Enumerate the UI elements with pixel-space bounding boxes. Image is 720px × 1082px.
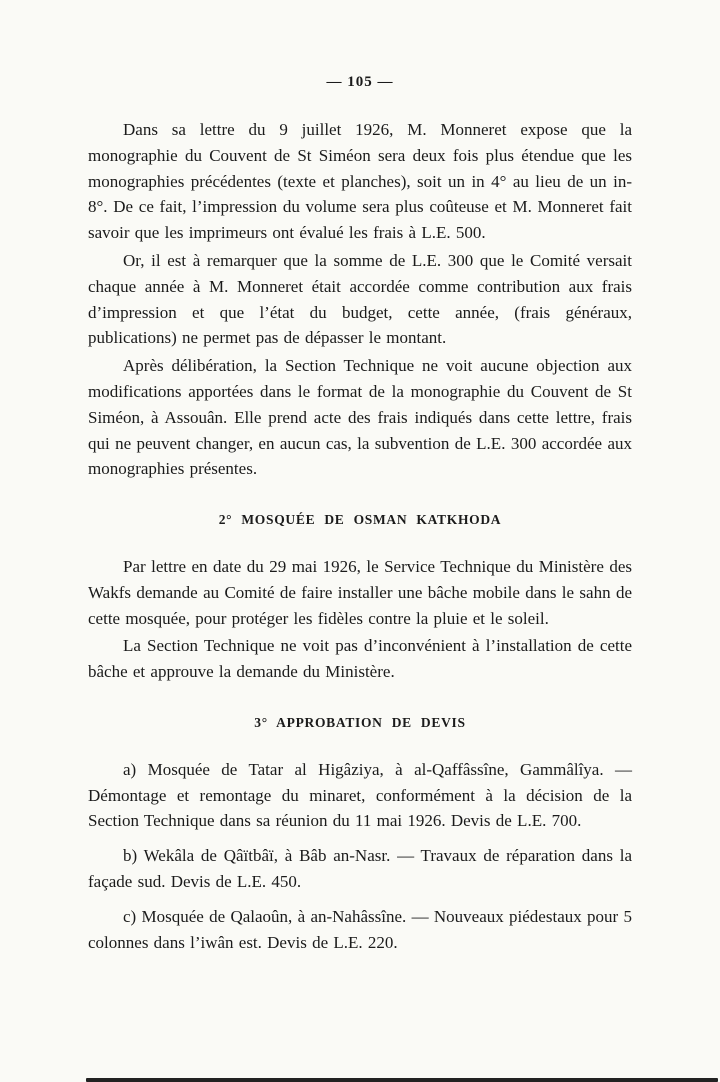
heading-approbation-de-devis: 3° APPROBATION DE DEVIS <box>254 714 466 730</box>
paragraph-comite-subvention: Or, il est à remarquer que la somme de L.E. 300 que le Comité versait chaque année à M. Monneret était accordée comme contribution aux frais d’impression et que l’état du budget, cette année, (frais généraux, publications) ne permet pas de dépasser le montant. <box>88 250 632 348</box>
paragraph-wakfs-request: Par lettre en date du 29 mai 1926, le Service Technique du Ministère des Wakfs demande au Comité de faire installer une bâche mobile dans le sahn de cette mosquée, pour protéger les fidèles contre la pluie et le soleil. <box>88 556 632 628</box>
paragraph-section-technique-decision: Après délibération, la Section Technique ne voit aucune objection aux modifications apportées dans le format de la monographie du Couvent de St Siméon, à Assouân. Elle prend acte des frais indiqués dans cette lettre, frais qui ne peuvent changer, en aucun cas, la subvention de L.E. 300 accordée aux monographies présentes. <box>88 356 632 479</box>
paragraph-section-technique-approval: La Section Technique ne voit pas d’inconvénient à l’installation de cette bâche et approuve la demande du Ministère. <box>88 636 632 682</box>
devis-item-b: b) Wekâla de Qâïtbâï, à Bâb an-Nasr. — Travaux de réparation dans la façade sud. Devis de L.E. 450. <box>88 846 632 891</box>
devis-item-a: a) Mosquée de Tatar al Higâziya, à al-Qaffâssîne, Gammâlîya. — Démontage et remontage du minaret, conformément à la décision de la Section Technique dans sa réunion du 11 mai 1926. Devis de L.E. 700. <box>88 759 632 831</box>
text-block <box>88 117 632 955</box>
scan-edge-artifact <box>86 1078 718 1082</box>
heading-mosquee-osman-katkhoda: 2° MOSQUÉE DE OSMAN KATKHODA <box>218 512 502 528</box>
page-number: — 105 — <box>326 74 394 90</box>
devis-item-c: c) Mosquée de Qalaoûn, à an-Nahâssîne. — Nouveaux piédestaux pour 5 colonnes dans l’iwân est. Devis de L.E. 220. <box>88 906 632 952</box>
paragraph-monneret-letter: Dans sa lettre du 9 juillet 1926, M. Monneret expose que la monographie du Couvent de St Siméon sera deux fois plus étendue que les monographies précédentes (texte et planches), soit un in 4° au lieu de un in-8°. De ce fait, l’impression du volume sera plus coûteuse et M. Monneret fait savoir que les imprimeurs ont évalué les frais à L.E. 500. <box>88 120 632 243</box>
